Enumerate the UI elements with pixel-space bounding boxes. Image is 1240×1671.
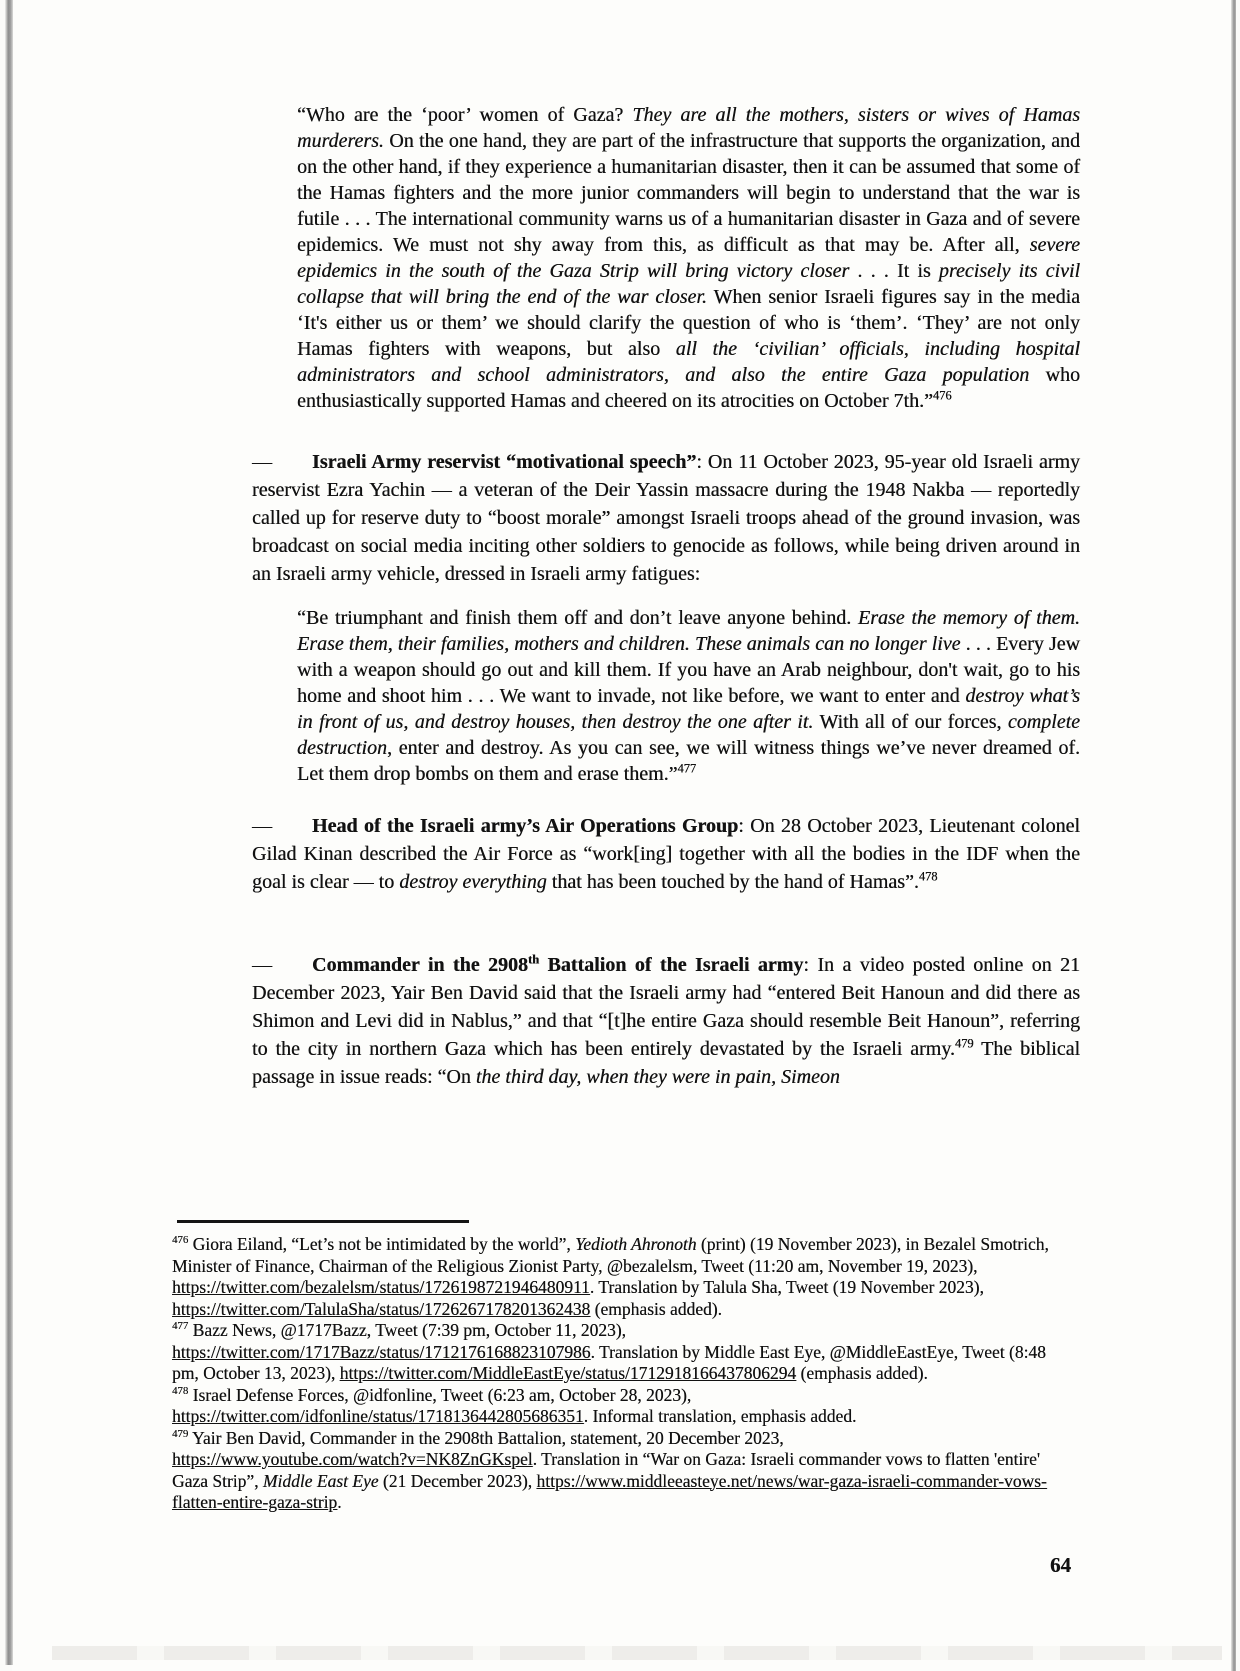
footnote-ref: 476 bbox=[172, 1234, 189, 1247]
text-segment: . . . Every Jew with a weapon should go out and kill them. If you have an Arab neighbour, don't wait, go to his home and shoot him . . . We want to invade, not like before, we want to enter and bbox=[297, 633, 1081, 707]
text-segment: . Informal translation, emphasis added. bbox=[583, 1406, 857, 1426]
text-segment: Yedioth Ahronoth bbox=[575, 1234, 697, 1254]
footnote-477 bbox=[172, 1320, 1077, 1385]
text-segment: . . . It is bbox=[849, 260, 939, 282]
footnote-ref: th bbox=[528, 952, 540, 967]
text-segment: severe epidemics in the south of the Gaza Strip will bring victory closer bbox=[297, 234, 1080, 282]
text-segment: Yair Ben David, Commander in the 2908th Battalion, statement, 20 December 2023, bbox=[188, 1427, 784, 1448]
page-right-edge-shadow bbox=[1231, 0, 1236, 1671]
bullet-paragraph-air-operations bbox=[252, 812, 1080, 896]
footnote-ref: 479 bbox=[954, 1036, 974, 1051]
text-segment: “Who are the ‘poor’ women of Gaza? bbox=[297, 104, 633, 126]
text-segment: precisely its civil collapse that will bring the end of the war closer. bbox=[297, 260, 1081, 308]
text-segment: On the one hand, they are part of the infrastructure that supports the organization, and on the other hand, if they experience a humanitarian disaster, then it can be assumed that some of the Hamas fighters and the more junior commanders will begin to understand that the war is futile . . . The international community warns us of a humanitarian disaster in Gaza and of severe epidemics. We must not shy away from this, as difficult as that may be. After all, bbox=[297, 130, 1080, 256]
footnote-separator bbox=[177, 1220, 469, 1223]
text-segment: — bbox=[252, 451, 272, 473]
text-segment: the third day, when they were in pain, Simeon bbox=[475, 1066, 840, 1088]
text-segment: that has been touched by the hand of Hamas”. bbox=[546, 871, 919, 893]
hyperlink[interactable]: https://www.middleeasteye.net/news/war-gaza-israeli-commander-vows-flatten-entire-gaza-strip bbox=[172, 1470, 1047, 1512]
text-segment: Israeli Army reservist “motivational speech” bbox=[312, 451, 697, 473]
text-segment: The biblical passage in issue reads: “On bbox=[252, 1038, 1081, 1088]
footnote-ref: 477 bbox=[677, 761, 697, 776]
footnote-ref: 478 bbox=[918, 869, 938, 884]
text-segment: Israel Defense Forces, @idfonline, Tweet (6:23 am, October 28, 2023), bbox=[188, 1384, 692, 1405]
text-segment: Battalion of the Israeli army bbox=[539, 954, 804, 976]
text-segment: . Translation in “War on Gaza: Israeli commander vows to flatten 'entire' Gaza Strip”, bbox=[172, 1449, 1041, 1491]
text-segment: . bbox=[337, 1492, 342, 1512]
text-segment: all the ‘civilian’ officials, including hospital administrators and school administrators, and also the entire Gaza population bbox=[297, 338, 1080, 386]
text-segment: Giora Eiland, “Let’s not be intimidated by the world”, bbox=[188, 1234, 576, 1254]
footnote-479 bbox=[172, 1428, 1077, 1514]
text-segment: Commander in the 2908 bbox=[312, 954, 529, 976]
text-segment: — bbox=[252, 815, 272, 837]
text-segment: : In a video posted online on 21 December 2023, Yair Ben David said that the Israeli army had “entered Beit Hanoun and did there as Shimon and Levi did in Nablus,” and that “[t]he entire Gaza should resemble Beit Hanoun”, referring to the city in northern Gaza which has been entirely devastated by the Israeli army. bbox=[252, 954, 1081, 1060]
page-sheet bbox=[12, 0, 1232, 1671]
text-segment: (21 December 2023), bbox=[378, 1470, 537, 1491]
text-segment: . Translation by Talula Sha, Tweet (19 November 2023), bbox=[589, 1277, 984, 1297]
hyperlink[interactable]: https://twitter.com/TalulaSha/status/1726267178201362438 bbox=[172, 1298, 591, 1319]
hyperlink[interactable]: https://twitter.com/MiddleEastEye/status/1712918166437806294 bbox=[339, 1363, 797, 1383]
text-segment: (print) (19 November 2023), in Bezalel Smotrich, Minister of Finance, Chairman of the Religious Zionist Party, @bezalelsm, Tweet (11:20 am, November 19, 2023), bbox=[172, 1234, 1049, 1276]
text-segment: — bbox=[252, 954, 272, 976]
footnote-ref: 477 bbox=[172, 1320, 189, 1333]
text-segment: (emphasis added). bbox=[796, 1363, 928, 1383]
footnote-478 bbox=[172, 1385, 1077, 1428]
footnote-476 bbox=[172, 1234, 1077, 1320]
footnote-ref: 478 bbox=[172, 1384, 189, 1397]
hyperlink[interactable]: https://twitter.com/idfonline/status/1718136442805686351 bbox=[172, 1406, 584, 1426]
text-segment: When senior Israeli figures say in the media ‘It's either us or them’ we should clarify the question of who is ‘them’. ‘They’ are not only Hamas fighters with weapons, but also bbox=[297, 286, 1080, 360]
text-segment: destroy what’s in front of us, and destroy houses, then destroy the one after it. bbox=[297, 685, 1080, 733]
text-segment: complete destruction bbox=[297, 711, 1080, 759]
footnote-ref: 479 bbox=[172, 1427, 189, 1440]
text-segment: Middle East Eye bbox=[262, 1470, 379, 1491]
bullet-paragraph-2908-battalion bbox=[252, 951, 1080, 1091]
text-segment: Bazz News, @1717Bazz, Tweet (7:39 pm, October 11, 2023), bbox=[188, 1320, 626, 1340]
text-segment: (emphasis added). bbox=[590, 1298, 722, 1319]
blockquote-yachin-speech bbox=[297, 605, 1080, 787]
text-segment: : On 28 October 2023, Lieutenant colonel Gilad Kinan described the Air Force as “work[ing] together with all the bodies in the IDF when the goal is clear — to bbox=[252, 815, 1080, 893]
text-segment: They are all the mothers, sisters or wives of Hamas murderers. bbox=[297, 104, 1080, 152]
text-segment: Head of the Israeli army’s Air Operations Group bbox=[312, 815, 739, 837]
text-segment: who enthusiastically supported Hamas and cheered on its atrocities on October 7th.” bbox=[297, 364, 1080, 412]
footnote-ref: 476 bbox=[932, 388, 952, 403]
hyperlink[interactable]: https://twitter.com/1717Bazz/status/1712176168823107986 bbox=[172, 1341, 591, 1362]
hyperlink[interactable]: https://twitter.com/bezalelsm/status/1726198721946480911 bbox=[172, 1277, 590, 1297]
hyperlink[interactable]: https://www.youtube.com/watch?v=NK8ZnGKspel bbox=[172, 1449, 533, 1469]
blockquote-eiland-testimony bbox=[297, 102, 1080, 414]
scan-artifact-band bbox=[52, 1646, 1222, 1660]
bullet-paragraph-reservist-speech bbox=[252, 448, 1080, 588]
footnotes-section bbox=[172, 1234, 1077, 1514]
text-segment: With all of our forces, bbox=[813, 711, 1008, 733]
text-segment: : On 11 October 2023, 95-year old Israeli army reservist Ezra Yachin — a veteran of the Deir Yassin massacre during the 1948 Nakba — reportedly called up for reserve duty to “boost morale” amongst Israeli troops ahead of the ground invasion, was broadcast on social media inciting other soldiers to genocide as follows, while being driven around in an Israeli army vehicle, dressed in Israeli army fatigues: bbox=[252, 451, 1080, 585]
text-segment: destroy everything bbox=[399, 871, 547, 893]
text-segment: “Be triumphant and finish them off and don’t leave anyone behind. bbox=[297, 607, 858, 629]
page-left-edge-shadow bbox=[5, 0, 13, 1665]
page-number: 64 bbox=[1050, 1553, 1071, 1577]
text-segment: , enter and destroy. As you can see, we will witness things we’ve never dreamed of. Let them drop bombs on them and erase them.” bbox=[297, 737, 1080, 785]
text-segment: . Translation by Middle East Eye, @MiddleEastEye, Tweet (8:48 pm, October 13, 2023), bbox=[172, 1341, 1046, 1383]
text-segment: Erase the memory of them. Erase them, their families, mothers and children. These animals can no longer live bbox=[297, 607, 1080, 655]
